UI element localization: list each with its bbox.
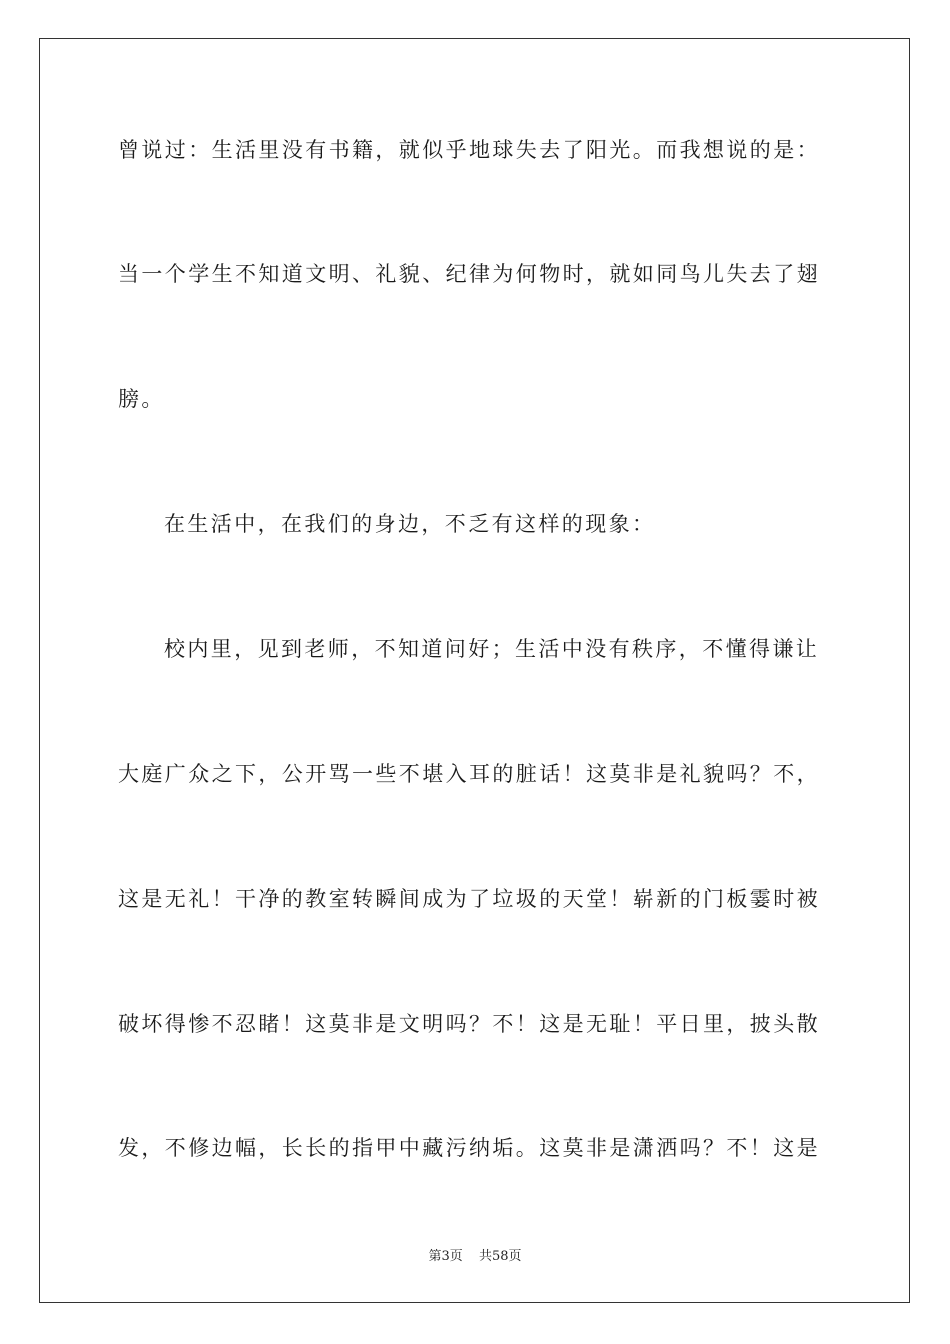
- page-border: [39, 38, 910, 1303]
- text-line: 发，不修边幅，长长的指甲中藏污纳垢。这莫非是潇洒吗？不！这是: [118, 1136, 820, 1160]
- page-footer: [0, 1248, 950, 1266]
- text-line: 当一个学生不知道文明、礼貌、纪律为何物时，就如同鸟儿失去了翅: [118, 262, 820, 286]
- text-line: 破坏得惨不忍睹！这莫非是文明吗？不！这是无耻！平日里，披头散: [118, 1012, 820, 1036]
- text-line: 大庭广众之下，公开骂一些不堪入耳的脏话！这莫非是礼貌吗？不，: [118, 762, 820, 786]
- page-number: 第3页: [428, 1249, 463, 1264]
- text-line: 这是无礼！干净的教室转瞬间成为了垃圾的天堂！崭新的门板霎时被: [118, 887, 820, 911]
- page-total: 共58页: [478, 1249, 522, 1264]
- paragraph-start-line: 在生活中，在我们的身边，不乏有这样的现象：: [164, 512, 656, 536]
- paragraph-start-line: 校内里，见到老师，不知道问好；生活中没有秩序，不懂得谦让: [164, 637, 820, 661]
- text-line: 膀。: [118, 387, 165, 411]
- text-line: 曾说过：生活里没有书籍，就似乎地球失去了阳光。而我想说的是：: [118, 138, 820, 162]
